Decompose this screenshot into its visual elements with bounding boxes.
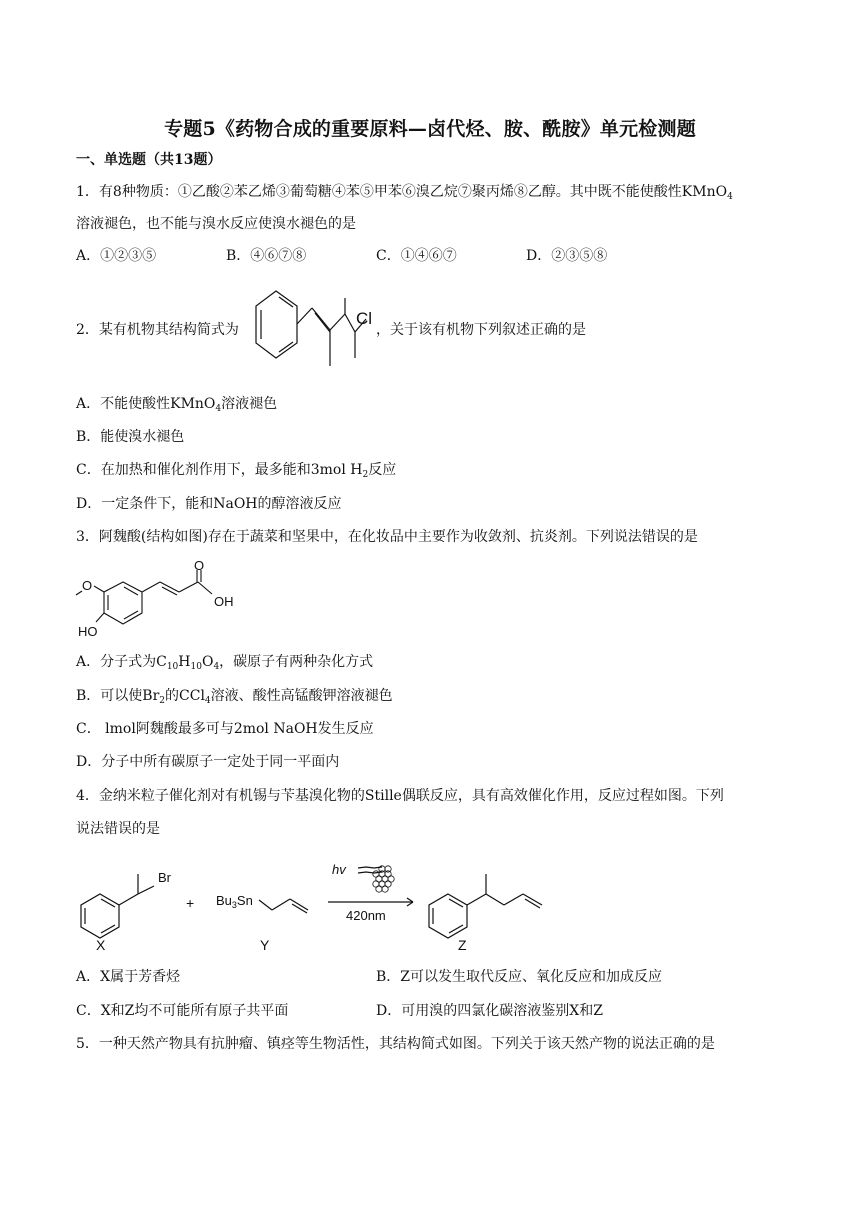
q4-br-label: Br (158, 870, 171, 885)
question-2-text-post: ，关于该有机物下列叙述正确的是 (376, 322, 586, 338)
q3-a-4: ，碳原子有两种杂化方式 (219, 654, 374, 670)
q4-option-d[interactable]: D．可用溴的四氯化碳溶液鉴别X和Z (376, 1003, 603, 1019)
question-1-options (76, 246, 607, 266)
q2-option-c-sub: 2 (362, 470, 369, 480)
q4-wavelength-label: 420nm (346, 908, 386, 923)
q3-carbonyl-o-label: O (194, 558, 205, 573)
question-3-text: 3．阿魏酸(结构如图)存在于蔬菜和坚果中，在化妆品中主要作为收敛剂、抗炎剂。下列说法错误的是 (76, 529, 698, 545)
q4-option-b[interactable]: B．Z可以发生取代反应、氧化反应和加成反应 (376, 969, 663, 985)
q4-option-c[interactable]: C．X和Z均不可能所有原子共平面 (76, 1003, 289, 1019)
q1-text-a: 1．有8种物质：①乙酸②苯乙烯③葡萄糖④苯⑤甲苯⑥溴乙烷⑦聚丙烯⑧乙醇。其中既不能使酸性KMnO (76, 184, 728, 200)
q2-cl-label: Cl (356, 309, 373, 328)
q4-x-label: X (96, 937, 106, 953)
q3-b-s2: 4 (204, 696, 211, 706)
q3-b-2: 的CCl (165, 688, 205, 704)
q2-option-a[interactable] (76, 394, 277, 419)
q2-option-a-text-end: 溶液褪色 (221, 396, 278, 412)
q3-oh-label: OH (214, 594, 234, 609)
question-1-text-cont: 溶液褪色，也不能与溴水反应使溴水褪色的是 (76, 216, 356, 232)
q3-a-s3: 4 (213, 662, 220, 672)
q3-o-label: O (82, 578, 93, 593)
q3-b-3: 溶液、酸性高锰酸钾溶液褪色 (210, 688, 393, 704)
q3-a-3: O (201, 654, 214, 670)
q2-option-c-text-end: 反应 (368, 462, 397, 478)
q4-option-a[interactable]: A．X属于芳香烃 (76, 969, 181, 985)
question-4-text: 4．金纳米粒子催化剂对有机锡与苄基溴化物的Stille偶联反应，具有高效催化作用，反应过程如图。下列 (76, 788, 724, 804)
question-5-text: 5．一种天然产物具有抗肿瘤、镇痉等生物活性，其结构简式如图。下列关于该天然产物的说法正确的是 (76, 1036, 715, 1052)
q3-a-2: H (178, 654, 191, 670)
q3-b-s1: 2 (159, 696, 166, 706)
gold-nanoparticle-icon (373, 866, 394, 892)
q4-bu-sub: 3 (231, 900, 237, 910)
q2-option-a-sub: 4 (215, 404, 222, 414)
q3-a-s1: 10 (166, 662, 179, 672)
q1-option-c[interactable]: C．①④⑥⑦ (376, 248, 457, 264)
q3-option-c[interactable]: C． lmol阿魏酸最多可与2mol NaOH发生反应 (76, 721, 374, 737)
q4-hv-label: hv (332, 862, 346, 877)
q3-option-b[interactable] (76, 686, 393, 711)
q3-a-1: A．分子式为C (76, 654, 167, 670)
q2-option-c-text: C．在加热和催化剂作用下，最多能和3mol H (76, 462, 363, 478)
q2-option-b[interactable]: B．能使溴水褪色 (76, 429, 185, 445)
q1-sub: 4 (727, 192, 733, 202)
q3-b-1: B．可以使Br (76, 688, 160, 704)
q3-option-d[interactable]: D．分子中所有碳原子一定处于同一平面内 (76, 754, 340, 770)
question-4-text-cont: 说法错误的是 (76, 821, 160, 837)
q4-bu3sn-label (216, 893, 253, 910)
section-heading: 一、单选题（共13题） (76, 152, 222, 168)
page-title: 专题5《药物合成的重要原料—卤代烃、胺、酰胺》单元检测题 (164, 118, 696, 140)
q3-option-a[interactable] (76, 652, 373, 677)
q2-option-c[interactable] (76, 460, 396, 485)
q2-option-d[interactable]: D．一定条件下，能和NaOH的醇溶液反应 (76, 496, 342, 512)
q3-ho-label: HO (78, 624, 98, 639)
q1-option-b[interactable]: B．④⑥⑦⑧ (226, 248, 307, 264)
q4-bu: Bu (216, 893, 232, 908)
question-1-text (76, 182, 733, 207)
question-2-text-pre: 2．某有机物其结构简式为 (76, 322, 239, 338)
q3-a-s2: 10 (190, 662, 202, 672)
q4-sn: Sn (236, 893, 253, 908)
q1-option-a[interactable]: A．①②③⑤ (76, 248, 157, 264)
q3-ferulic-acid-structure (76, 560, 246, 642)
q4-reaction-scheme (76, 852, 556, 956)
q4-z-label: Z (458, 937, 467, 953)
q2-structure-diagram (252, 286, 378, 370)
q2-option-a-text: A．不能使酸性KMnO (76, 396, 216, 412)
q4-plus-sign: + (186, 895, 195, 911)
q4-y-label: Y (260, 937, 270, 953)
q1-option-d[interactable]: D．②③⑤⑧ (526, 248, 608, 264)
